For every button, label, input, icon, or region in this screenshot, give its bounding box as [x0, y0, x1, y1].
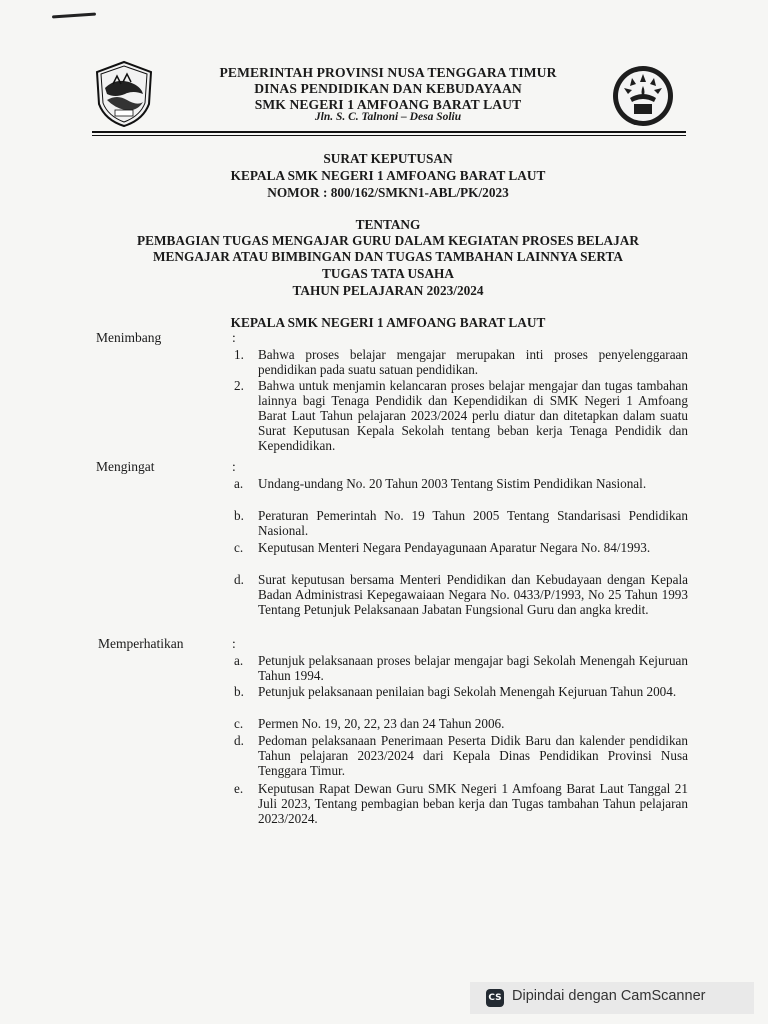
item-marker: 1.: [234, 347, 244, 362]
mengingat-item: [228, 572, 688, 617]
subject-line-4: TAHUN PELAJARAN 2023/2024: [292, 283, 484, 298]
memperhatikan-colon: :: [232, 636, 236, 651]
item-marker: c.: [234, 716, 244, 731]
item-text: Keputusan Menteri Negara Pendayagunaan Aparatur Negara No. 84/1993.: [258, 540, 651, 555]
item-text: Petunjuk pelaksanaan penilaian bagi Sekolah Menengah Kejuruan Tahun 2004.: [258, 684, 677, 699]
item-text: Pedoman pelaksanaan Penerimaan Peserta Didik Baru dan kalender pendidikan Tahun pelajaran 2023/2024 dari Kepala Dinas Pendidikan Provinsi Nusa Tenggara Timur.: [258, 733, 688, 778]
item-text: Undang-undang No. 20 Tahun 2003 Tentang Sistim Pendidikan Nasional.: [258, 476, 647, 491]
item-marker: d.: [234, 733, 244, 748]
mengingat-label: Mengingat: [96, 459, 155, 474]
pen-stroke-mark: [52, 12, 96, 18]
mengingat-item: [228, 476, 688, 491]
menimbang-item: [228, 347, 688, 377]
item-marker: a.: [234, 653, 244, 668]
memperhatikan-item: [228, 653, 688, 683]
subject-heading: TENTANG: [355, 217, 421, 232]
mengingat-item: [228, 508, 688, 538]
menimbang-label: Menimbang: [96, 330, 162, 345]
memperhatikan-item: [228, 684, 688, 699]
letterhead-line-3: SMK NEGERI 1 AMFOANG BARAT LAUT: [254, 97, 522, 112]
letterhead-line-1: PEMERINTAH PROVINSI NUSA TENGGARA TIMUR: [219, 65, 557, 80]
memperhatikan-item: [228, 781, 688, 826]
item-text: Bahwa proses belajar mengajar merupakan inti proses penyelenggaraan pendidikan pada suatu satuan pendidikan.: [258, 347, 688, 377]
menimbang-item: [228, 378, 688, 453]
menimbang-colon: :: [232, 330, 236, 345]
item-marker: e.: [234, 781, 244, 796]
memperhatikan-item: [228, 716, 688, 731]
decree-number: NOMOR : 800/162/SMKN1-ABL/PK/2023: [267, 185, 509, 200]
camscanner-logo-icon: CS: [486, 989, 504, 1007]
letterhead-divider-thin: [92, 135, 686, 136]
camscanner-watermark-text: Dipindai dengan CamScanner: [512, 988, 706, 1004]
item-marker: b.: [234, 508, 244, 523]
signatory-heading: KEPALA SMK NEGERI 1 AMFOANG BARAT LAUT: [230, 315, 546, 330]
mengingat-colon: :: [232, 459, 236, 474]
item-marker: a.: [234, 476, 244, 491]
item-marker: d.: [234, 572, 244, 587]
letterhead-divider-thick: [92, 131, 686, 133]
provincial-emblem-icon: [93, 60, 155, 128]
item-marker: c.: [234, 540, 244, 555]
decree-title: SURAT KEPUTUSAN: [323, 151, 453, 166]
subject-line-3: TUGAS TATA USAHA: [321, 266, 454, 281]
subject-line-1: PEMBAGIAN TUGAS MENGAJAR GURU DALAM KEGIATAN PROSES BELAJAR: [137, 233, 639, 248]
item-text: Keputusan Rapat Dewan Guru SMK Negeri 1 Amfoang Barat Laut Tanggal 21 Juli 2023, Tentang pembagian beban kerja dan Tugas tambahan Tahun pelajaran 2023/2024.: [258, 781, 688, 826]
item-marker: 2.: [234, 378, 244, 393]
item-text: Petunjuk pelaksanaan proses belajar mengajar bagi Sekolah Menengah Kejuruan Tahun 1994.: [258, 653, 688, 683]
item-text: Bahwa untuk menjamin kelancaran proses belajar mengajar dan tugas tambahan lainnya bagi Tenaga Pendidik dan Kependidikan di SMK Negeri 1 Amfoang Barat Laut Tahun pelajaran 2023/2024 perlu diatur dan ditetapkan dalam suatu Surat Keputusan Kepala Sekolah tentang beban kerja Tenaga Pendidik dan Kependidikan.: [258, 378, 688, 453]
item-marker: b.: [234, 684, 244, 699]
mengingat-item: [228, 540, 688, 555]
letterhead-line-2: DINAS PENDIDIKAN DAN KEBUDAYAAN: [254, 81, 522, 96]
letterhead-address: Jln. S. C. Talnoni – Desa Soliu: [314, 111, 462, 123]
memperhatikan-label: Memperhatikan: [98, 636, 184, 651]
item-text: Surat keputusan bersama Menteri Pendidikan dan Kebudayaan dengan Kepala Badan Administrasi Kepegawaiaan Negara No. 0433/P/1993, No 25 Tahun 1993 Tentang Petunjuk Pelaksanaan Jabatan Fungsional Guru dan angka kredit.: [258, 572, 688, 617]
item-text: Peraturan Pemerintah No. 19 Tahun 2005 Tentang Standarisasi Pendidikan Nasional.: [258, 508, 688, 538]
decree-issuer: KEPALA SMK NEGERI 1 AMFOANG BARAT LAUT: [230, 168, 546, 183]
subject-line-2: MENGAJAR ATAU BIMBINGAN DAN TUGAS TAMBAHAN LAINNYA SERTA: [152, 249, 624, 264]
item-text: Permen No. 19, 20, 22, 23 dan 24 Tahun 2006.: [258, 716, 505, 731]
memperhatikan-item: [228, 733, 688, 778]
